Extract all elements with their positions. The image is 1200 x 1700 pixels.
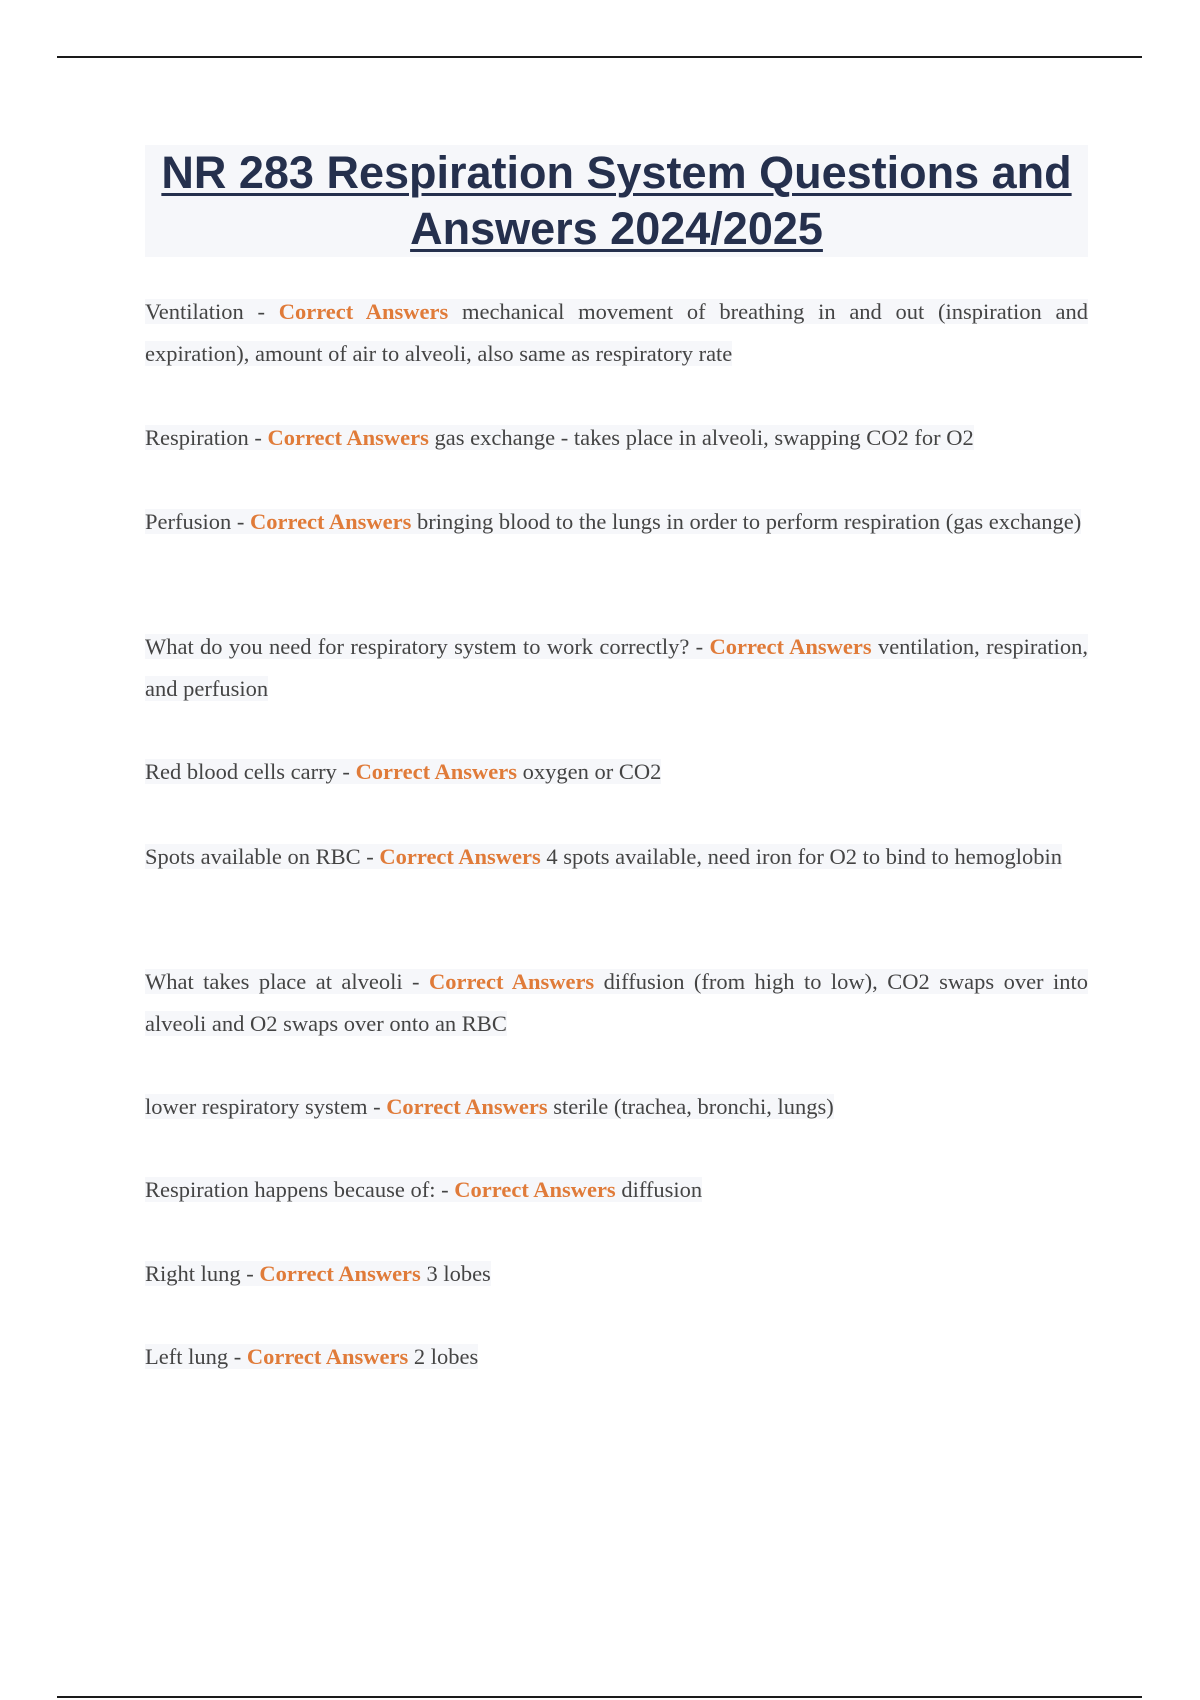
document-title: NR 283 Respiration System Questions and Answers 2024/2025 (161, 147, 1072, 254)
qa-item-left-lung (145, 1336, 1088, 1378)
question-text: What takes place at alveoli - (145, 969, 429, 994)
correct-answers-label: Correct Answers (250, 509, 412, 534)
answer-text: sterile (trachea, bronchi, lungs) (547, 1094, 834, 1119)
answer-text: diffusion (615, 1177, 703, 1202)
qa-item-right-lung (145, 1253, 1088, 1295)
qa-item-rbc-carry (145, 751, 1088, 793)
question-text: Respiration happens because of: - (145, 1177, 455, 1202)
question-text: Respiration - (145, 425, 268, 450)
correct-answers-label: Correct Answers (267, 425, 429, 450)
question-text: Ventilation - (145, 299, 279, 324)
qa-item-alveoli (145, 961, 1088, 1045)
correct-answers-label: Correct Answers (259, 1261, 421, 1286)
answer-text: 2 lobes (408, 1344, 479, 1369)
answer-text: bringing blood to the lungs in order to perform respiration (gas exchange) (411, 509, 1082, 534)
question-text: lower respiratory system - (145, 1094, 387, 1119)
correct-answers-label: Correct Answers (379, 844, 541, 869)
answer-text: ventilation, respiration, and perfusion (145, 634, 1088, 701)
answer-text: 3 lobes (420, 1261, 491, 1286)
qa-item-lower-respiratory (145, 1086, 1088, 1128)
answer-text: oxygen or CO2 (516, 759, 662, 784)
question-text: What do you need for respiratory system to work correctly? - (145, 634, 710, 659)
question-text: Right lung - (145, 1261, 260, 1286)
answer-text: mechanical movement of breathing in and out (inspiration and expiration), amount of air to alveoli, also same as respiratory rate (145, 299, 1088, 366)
footer-rule (57, 1696, 1142, 1698)
qa-item-respiration-cause (145, 1169, 1088, 1211)
correct-answers-label: Correct Answers (355, 759, 517, 784)
correct-answers-label: Correct Answers (454, 1177, 616, 1202)
qa-item-respiratory-needs (145, 626, 1088, 710)
header-rule (57, 56, 1142, 58)
correct-answers-label: Correct Answers (386, 1094, 548, 1119)
question-text: Left lung - (145, 1344, 247, 1369)
question-text: Red blood cells carry - (145, 759, 356, 784)
qa-item-perfusion (145, 501, 1088, 543)
qa-item-respiration (145, 417, 1088, 459)
qa-item-rbc-spots (145, 836, 1088, 878)
question-text: Perfusion - (145, 509, 250, 534)
question-text: Spots available on RBC - (145, 844, 380, 869)
title-banner (145, 145, 1088, 257)
answer-text: diffusion (from high to low), CO2 swaps over into alveoli and O2 swaps over onto an RBC (145, 969, 1088, 1036)
qa-item-ventilation (145, 291, 1088, 375)
correct-answers-label: Correct Answers (428, 969, 595, 994)
answer-text: 4 spots available, need iron for O2 to bind to hemoglobin (540, 844, 1062, 869)
correct-answers-label: Correct Answers (278, 299, 449, 324)
correct-answers-label: Correct Answers (709, 634, 872, 659)
answer-text: gas exchange - takes place in alveoli, swapping CO2 for O2 (428, 425, 974, 450)
correct-answers-label: Correct Answers (246, 1344, 409, 1369)
